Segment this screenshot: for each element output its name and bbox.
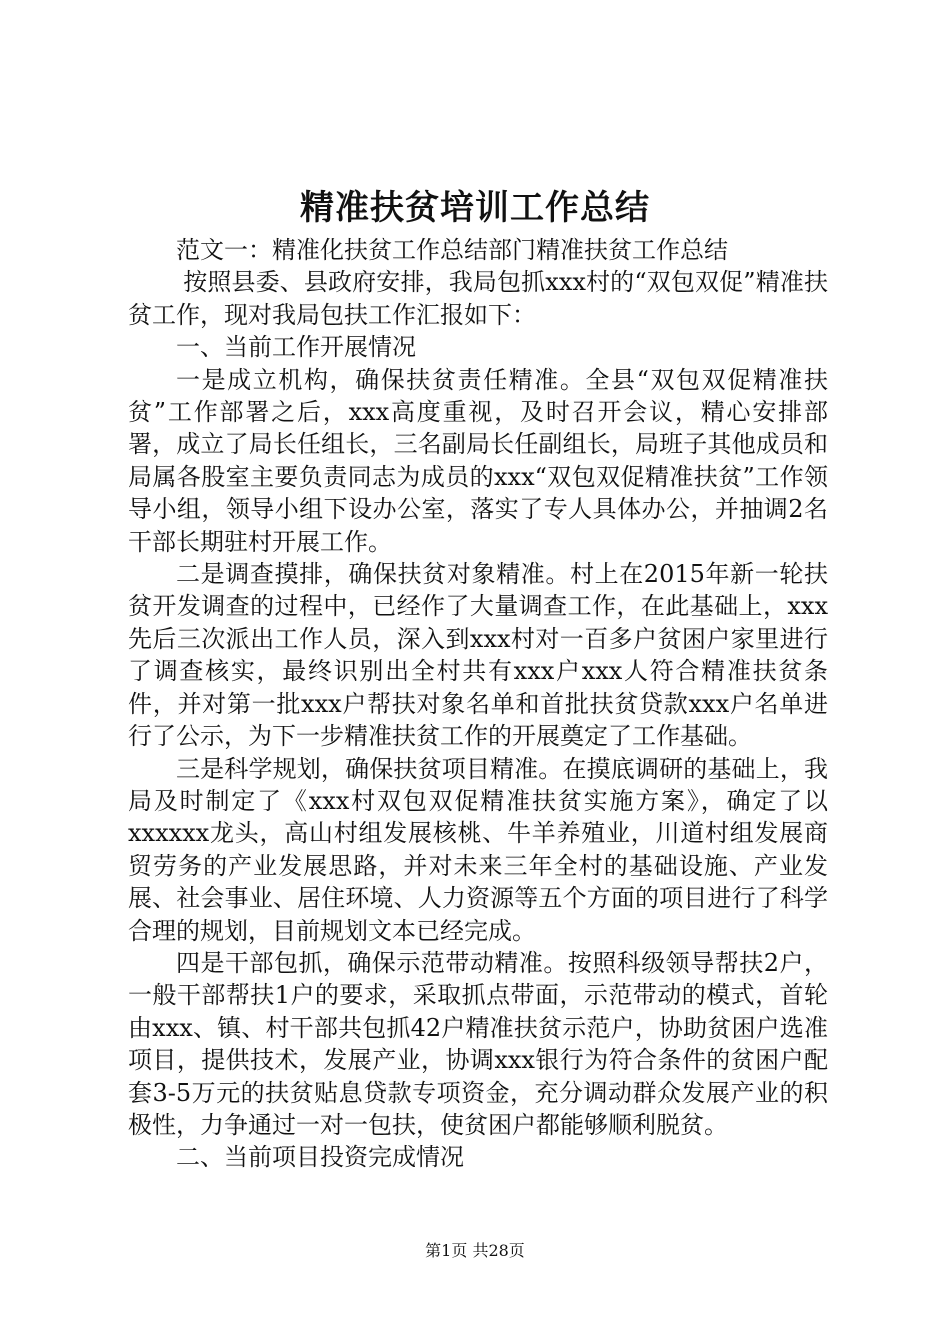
paragraph: 四是干部包抓，确保示范带动精准。按照科级领导帮扶2户，一般干部帮扶1户的要求，采取抓点带面，示范带动的模式，首轮由xxx、镇、村干部共包抓42户精准扶贫示范户，协助贫困户选准项目，提供技术，发展产业，协调xxx银行为符合条件的贫困户配套3-5万元的扶贫贴息贷款专项资金，充分调动群众发展产业的积极性，力争通过一对一包扶，使贫困户都能够顺利脱贫。 (128, 948, 828, 1139)
section-heading: 二、当前项目投资完成情况 (176, 1143, 464, 1172)
page-number-footer: 第1页 共28页 (425, 1241, 525, 1260)
section-heading: 一、当前工作开展情况 (176, 333, 416, 362)
paragraph: 三是科学规划，确保扶贫项目精准。在摸底调研的基础上，我局及时制定了《xxx村双包双促精准扶贫实施方案》，确定了以xxxxxx龙头，高山村组发展核桃、牛羊养殖业，川道村组发展商贸劳务的产业发展思路，并对未来三年全村的基础设施、产业发展、社会事业、居住环境、人力资源等五个方面的项目进行了科学合理的规划，目前规划文本已经完成。 (128, 754, 828, 945)
paragraph-intro: 范文一：精准化扶贫工作总结部门精准扶贫工作总结 (176, 236, 728, 264)
paragraph: 按照县委、县政府安排，我局包抓xxx村的“双包双促”精准扶贫工作，现对我局包扶工作汇报如下： (128, 268, 828, 329)
document-title: 精准扶贫培训工作总结 (300, 188, 650, 228)
paragraph: 一是成立机构，确保扶贫责任精准。全县“双包双促精准扶贫”工作部署之后，xxx高度重视，及时召开会议，精心安排部署，成立了局长任组长，三名副局长任副组长，局班子其他成员和局属各股室主要负责同志为成员的xxx“双包双促精准扶贫”工作领导小组，领导小组下设办公室，落实了专人具体办公，并抽调2名干部长期驻村开展工作。 (128, 365, 828, 556)
paragraph: 二是调查摸排，确保扶贫对象精准。村上在2015年新一轮扶贫开发调查的过程中，已经作了大量调查工作，在此基础上，xxx先后三次派出工作人员，深入到xxx村对一百多户贫困户家里进行了调查核实，最终识别出全村共有xxx户xxx人符合精准扶贫条件，并对第一批xxx户帮扶对象名单和首批扶贫贷款xxx户名单进行了公示，为下一步精准扶贫工作的开展奠定了工作基础。 (128, 560, 828, 751)
document-body (128, 234, 828, 1174)
